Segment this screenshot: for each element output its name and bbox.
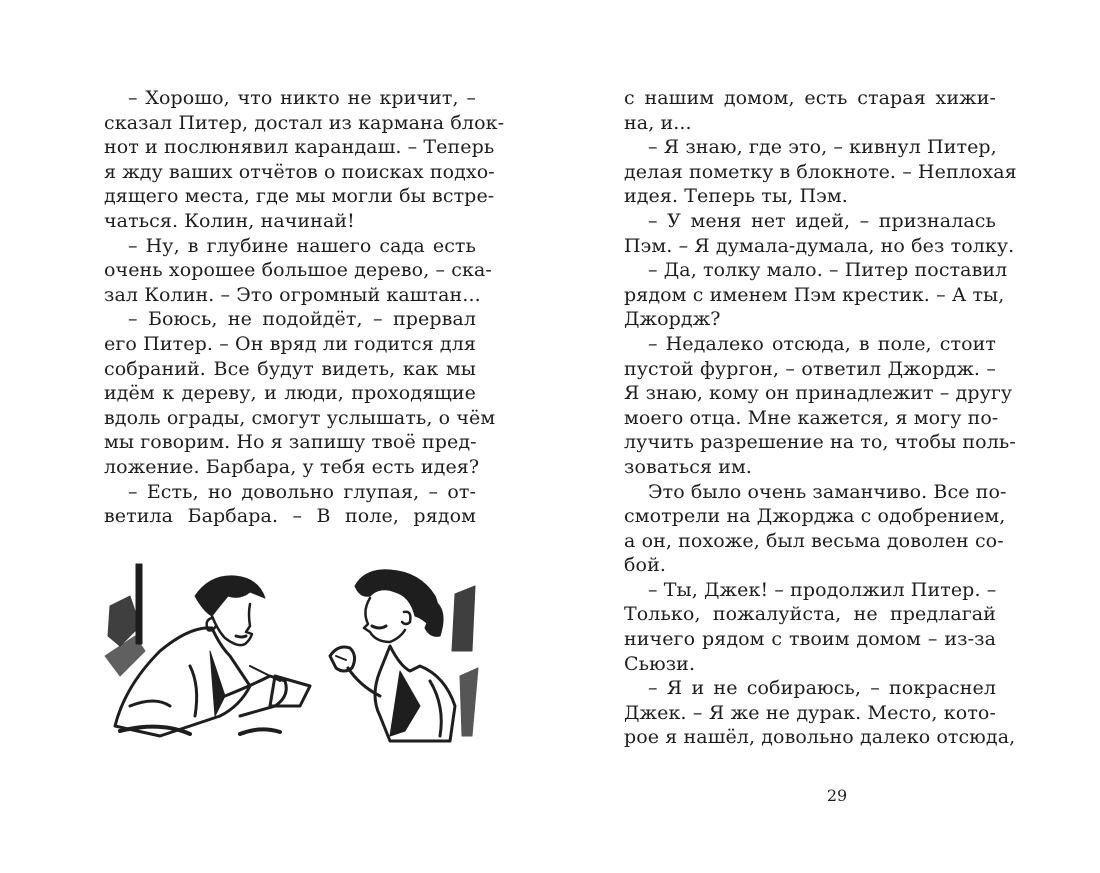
text-line: Это было очень заманчиво. Все по-: [648, 480, 1007, 503]
text-line: рое я нашёл, довольно далеко отсюда,: [624, 726, 1016, 749]
text-line: сказал Питер, достал из кармана блок-: [104, 111, 505, 134]
text-line: – Ты, Джек! – продолжил Питер. –: [648, 578, 997, 601]
text-line: Только, пожалуйста, не предлагай: [624, 603, 996, 626]
text-line: Сьюзи.: [624, 652, 696, 675]
text-line: собраний. Все будут видеть, как мы: [104, 357, 476, 380]
text-line: ложение. Барбара, у тебя есть идея?: [104, 455, 480, 478]
text-line: с нашим домом, есть старая хижи-: [624, 87, 996, 109]
text-line: – Я знаю, где это, – кивнул Питер,: [648, 136, 997, 159]
girl-figure: [330, 570, 478, 741]
text-line: а он, похоже, был весьма доволен со-: [624, 529, 1004, 552]
text-line: дящего места, где мы могли бы встре-: [104, 185, 495, 208]
text-line: Джек. – Я же не дурак. Место, кото-: [624, 701, 996, 724]
right-page: [550, 0, 1100, 873]
right-page-text: [624, 86, 1017, 750]
text-line: бой.: [624, 554, 666, 577]
text-line: смотрели на Джорджа с одобрением,: [624, 505, 1006, 528]
text-line: мы говорим. Но я запишу твоё пред-: [104, 431, 477, 454]
text-line: – Есть, но довольно глупая, – от-: [128, 480, 476, 503]
text-line: очень хорошее большое дерево, – ска-: [104, 259, 492, 282]
text-line: зоваться им.: [624, 455, 753, 478]
text-line: – У меня нет идей, – призналась: [648, 209, 996, 232]
text-line: – Да, толку мало. – Питер поставил: [648, 259, 1008, 282]
text-line: Я знаю, кому он принадлежит – другу: [624, 382, 1013, 405]
left-page-text: [104, 86, 505, 529]
text-line: – Недалеко отсюда, в поле, стоит: [648, 332, 996, 355]
text-line: на, и...: [624, 111, 692, 134]
text-line: нот и послюнявил карандаш. – Теперь: [104, 136, 495, 159]
text-line: – Я и не собираюсь, – покраснел: [648, 677, 996, 700]
text-line: рядом с именем Пэм крестик. – А ты,: [624, 283, 1005, 306]
text-line: ничего рядом с твоим домом – из-за: [624, 628, 996, 651]
page-number: 29: [826, 786, 848, 805]
text-line: его Питер. – Он вряд ли годится для: [104, 332, 476, 355]
text-line: моего отца. Мне кажется, я могу по-: [624, 406, 999, 429]
text-line: чаться. Колин, начинай!: [104, 209, 355, 232]
text-line: – Боюсь, не подойдёт, – прервал: [128, 308, 476, 331]
text-line: Джордж?: [624, 308, 721, 331]
text-line: делая пометку в блокноте. – Неплохая: [624, 160, 1017, 183]
text-line: – Хорошо, что никто не кричит, –: [128, 87, 476, 109]
text-line: вдоль ограды, смогут услышать, о чём: [104, 406, 496, 429]
boy-figure: [105, 564, 310, 736]
text-line: лучить разрешение на то, чтобы поль-: [624, 431, 1016, 454]
text-line: идея. Теперь ты, Пэм.: [624, 185, 848, 208]
text-line: – Ну, в глубине нашего сада есть: [128, 234, 476, 257]
text-line: идём к дереву, и люди, проходящие: [104, 382, 476, 405]
text-line: Пэм. – Я думала-думала, но без толку.: [624, 234, 1015, 257]
text-line: я жду ваших отчётов о поисках подхо-: [104, 160, 495, 183]
illustration-boy-and-girl: [100, 556, 492, 746]
text-line: зал Колин. – Это огромный каштан...: [104, 283, 481, 306]
text-line: ветила Барбара. – В поле, рядом: [104, 505, 476, 528]
text-line: пустой фургон, – ответил Джордж. –: [624, 357, 996, 380]
